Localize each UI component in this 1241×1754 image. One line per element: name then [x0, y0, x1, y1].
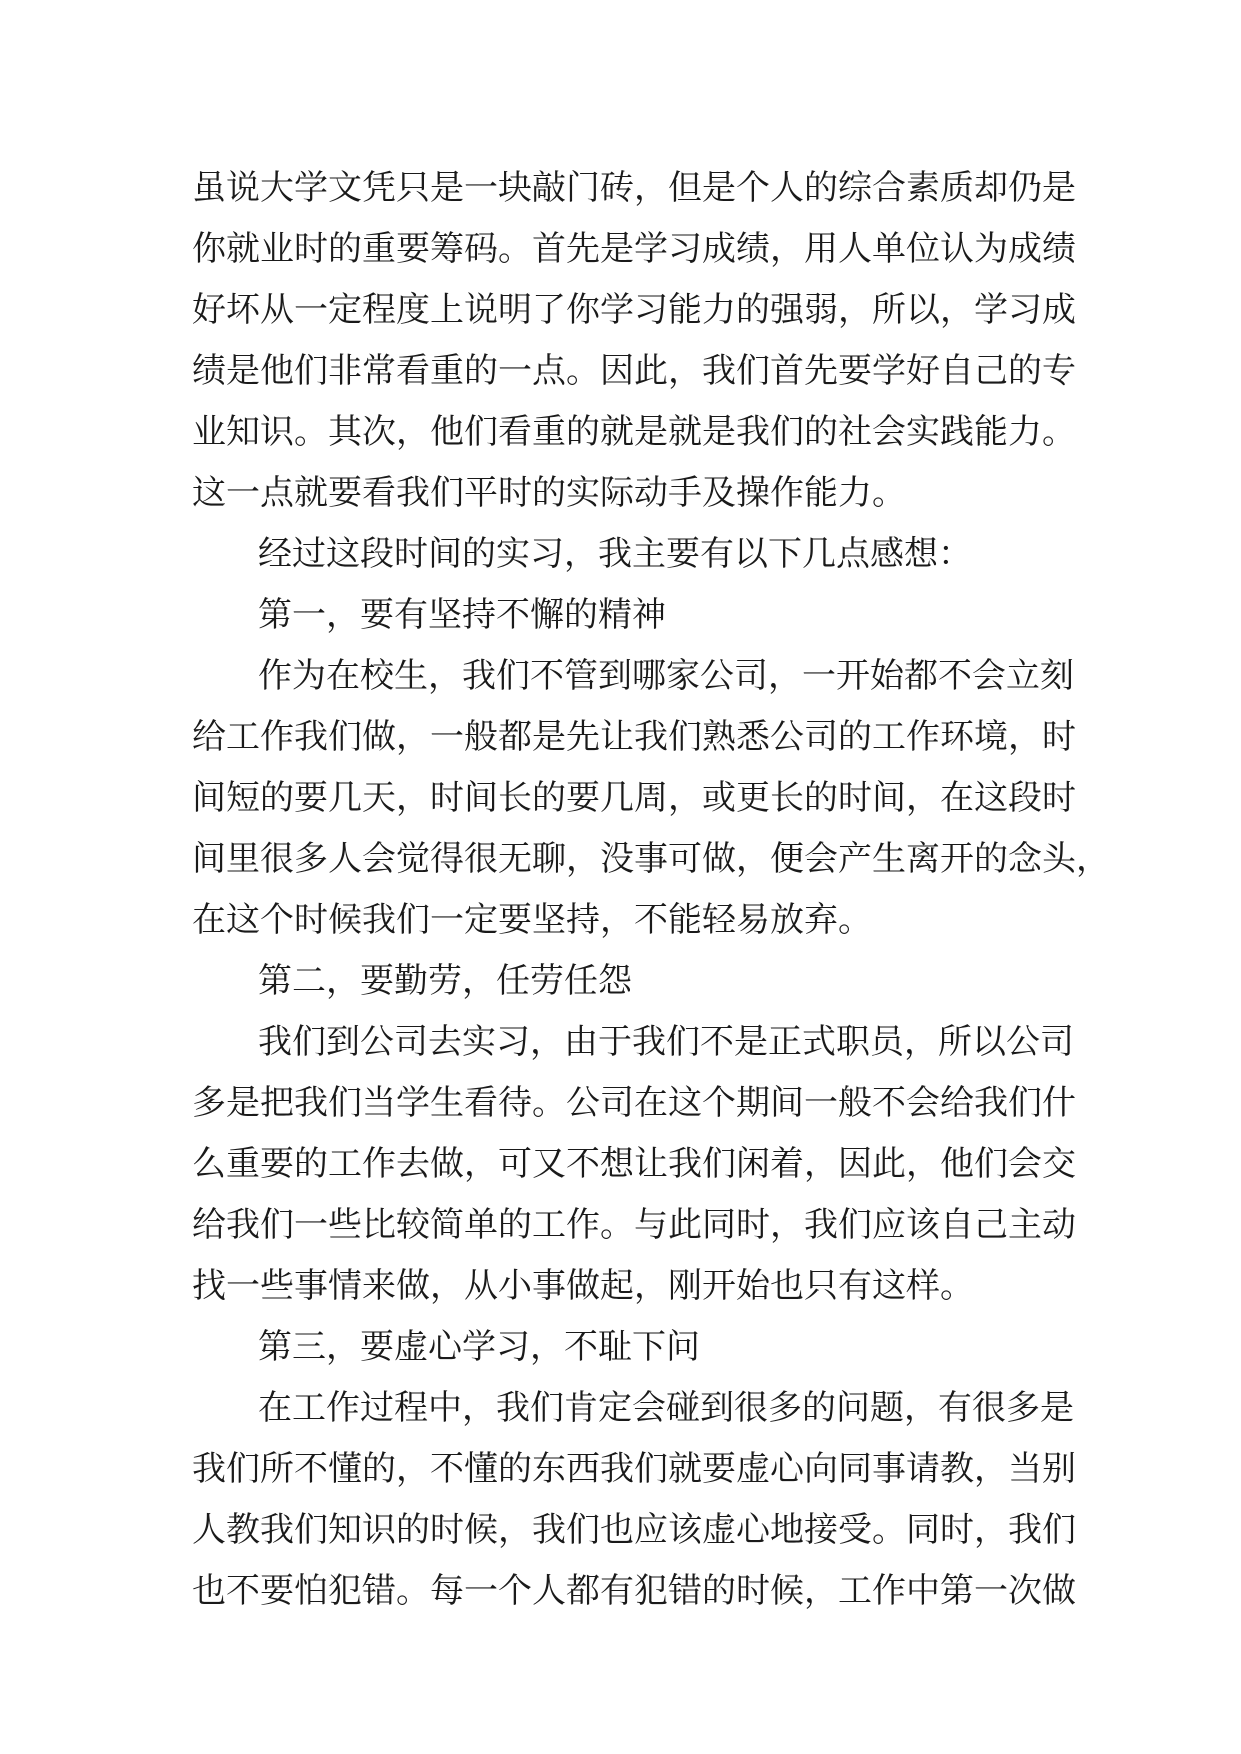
text-line: 也不要怕犯错。每一个人都有犯错的时候，工作中第一次做 [192, 1571, 1076, 1611]
text-line: 绩是他们非常看重的一点。因此，我们首先要学好自己的专 [192, 351, 1076, 391]
text-line: 我们到公司去实习，由于我们不是正式职员，所以公司 [258, 1022, 1074, 1062]
text-line: 第二，要勤劳，任劳任怨 [258, 961, 632, 1001]
text-line: 作为在校生，我们不管到哪家公司，一开始都不会立刻 [258, 656, 1074, 696]
text-line: 业知识。其次，他们看重的就是就是我们的社会实践能力。 [192, 412, 1076, 452]
document-body [192, 158, 1110, 1622]
text-line: 给我们一些比较简单的工作。与此同时，我们应该自己主动 [192, 1205, 1076, 1245]
text-line: 给工作我们做，一般都是先让我们熟悉公司的工作环境，时 [192, 717, 1076, 757]
text-line: 你就业时的重要筹码。首先是学习成绩，用人单位认为成绩 [192, 229, 1076, 269]
text-line: 在这个时候我们一定要坚持，不能轻易放弃。 [192, 900, 872, 940]
text-line: 第三，要虚心学习，不耻下问 [258, 1327, 700, 1367]
text-line: 好坏从一定程度上说明了你学习能力的强弱，所以，学习成 [192, 290, 1076, 330]
text-line: 在工作过程中，我们肯定会碰到很多的问题，有很多是 [258, 1388, 1074, 1428]
text-line: 间短的要几天，时间长的要几周，或更长的时间，在这段时 [192, 778, 1076, 818]
text-line: 我们所不懂的，不懂的东西我们就要虚心向同事请教，当别 [192, 1449, 1076, 1489]
text-line: 么重要的工作去做，可又不想让我们闲着，因此，他们会交 [192, 1144, 1076, 1184]
text-line: 第一，要有坚持不懈的精神 [258, 595, 666, 635]
text-line: 虽说大学文凭只是一块敲门砖，但是个人的综合素质却仍是 [192, 168, 1076, 208]
text-line: 这一点就要看我们平时的实际动手及操作能力。 [192, 473, 906, 513]
text-line: 找一些事情来做，从小事做起，刚开始也只有这样。 [192, 1266, 974, 1306]
text-line: 多是把我们当学生看待。公司在这个期间一般不会给我们什 [192, 1083, 1076, 1123]
text-line: 人教我们知识的时候，我们也应该虚心地接受。同时，我们 [192, 1510, 1076, 1550]
text-line: 间里很多人会觉得很无聊，没事可做，便会产生离开的念头， [192, 839, 1110, 879]
text-line: 经过这段时间的实习，我主要有以下几点感想： [258, 534, 972, 574]
